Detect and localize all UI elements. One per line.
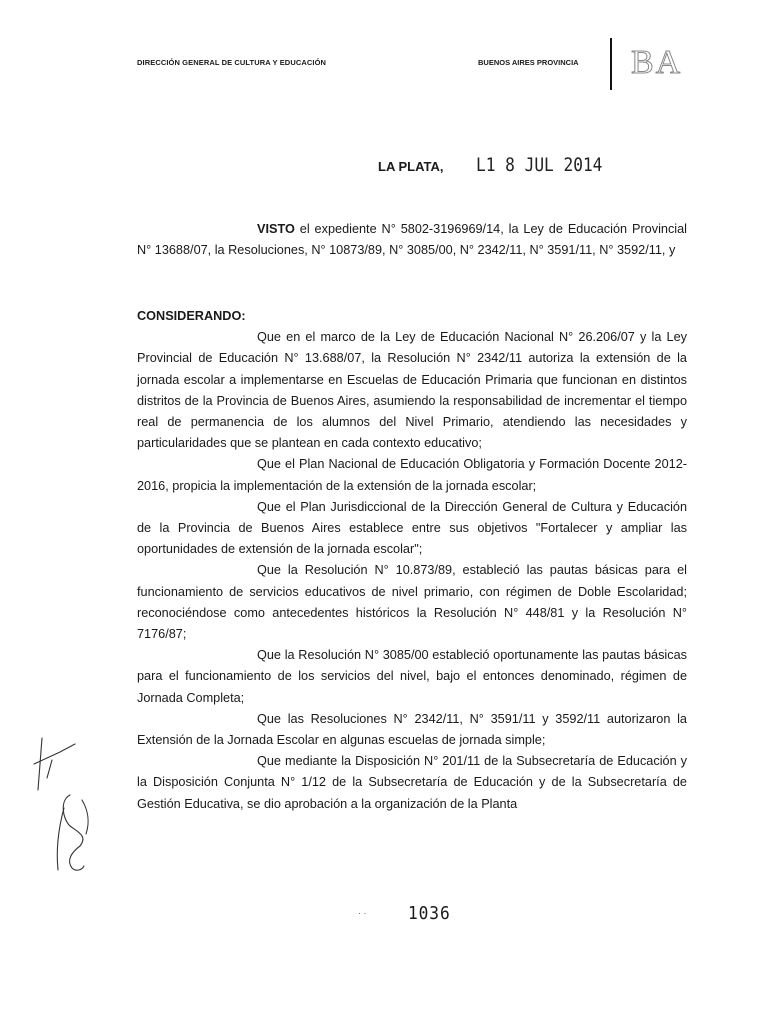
considerando-paragraph: Que la Resolución N° 3085/00 estableció oportunamente las pautas básicas para el funcionamiento de los servicios del nivel, bajo el entonces denominado, régimen de Jornada Completa;: [137, 648, 687, 705]
visto-text: el expediente N° 5802-3196969/14, la Ley de Educación Provincial N° 13688/07, la Resoluciones, N° 10873/89, N° 3085/00, N° 2342/11, N° 3591/11, N° 3592/11, y: [137, 222, 687, 258]
considerando-paragraph: Que las Resoluciones N° 2342/11, N° 3591/11 y 3592/11 autorizaron la Extensión de la Jornada Escolar en algunas escuelas de jornada simple;: [137, 711, 687, 747]
considerando-paragraph: Que la Resolución N° 10.873/89, estableció las pautas básicas para el funcionamiento de servicios educativos de nivel primario, con régimen de Doble Escolaridad; reconociéndose como antecedentes históricos la Resolución N° 448/81 y la Resolución N° 7176/87;: [137, 563, 687, 641]
visto-label: VISTO: [257, 222, 295, 236]
page-number-stamp: 1036: [408, 903, 451, 924]
place-label: LA PLATA,: [378, 159, 444, 174]
considerando-paragraph: Que mediante la Disposición N° 201/11 de la Subsecretaría de Educación y la Disposición Conjunta N° 1/12 de la Subsecretaría de Educación y de la Subsecretaría de Gestión Educativa, se dio aprobación a la organización de la Planta: [137, 754, 687, 811]
document-body: [137, 219, 687, 815]
province-header: BUENOS AIRES PROVINCIA: [478, 58, 579, 67]
considerando-paragraph: Que el Plan Jurisdiccional de la Dirección General de Cultura y Educación de la Provincia de Buenos Aires establece entre sus objetivos "Fortalecer y ampliar las oportunidades de extensión de la jornada escolar";: [137, 499, 687, 557]
visto-paragraph: [137, 219, 687, 261]
stamp-dots: · ·: [358, 908, 367, 918]
considerando-paragraph: Que en el marco de la Ley de Educación Nacional N° 26.206/07 y la Ley Provincial de Educación N° 13.688/07, la Resolución N° 2342/11 autoriza la extensión de la jornada escolar a implementarse en Escuelas de Educación Primaria que funcionan en distintos distritos de la Provincia de Buenos Aires, asumiendo la responsabilidad de incrementar el tiempo real de permanencia de los alumnos del Nivel Primario, atendiendo las necesidades y particularidades que se plantean en cada contexto educativo;: [137, 330, 687, 451]
date-stamp: L1 8 JUL 2014: [476, 154, 603, 176]
header-divider: [610, 38, 612, 90]
ba-logo: BA: [631, 44, 683, 81]
considerando-paragraph: Que el Plan Nacional de Educación Obligatoria y Formación Docente 2012-2016, propicia la implementación de la extensión de la jornada escolar;: [137, 457, 687, 493]
institution-header: DIRECCIÓN GENERAL DE CULTURA Y EDUCACIÓN: [137, 58, 327, 67]
place-date: [378, 154, 603, 176]
considerando-heading: CONSIDERANDO:: [137, 308, 246, 323]
